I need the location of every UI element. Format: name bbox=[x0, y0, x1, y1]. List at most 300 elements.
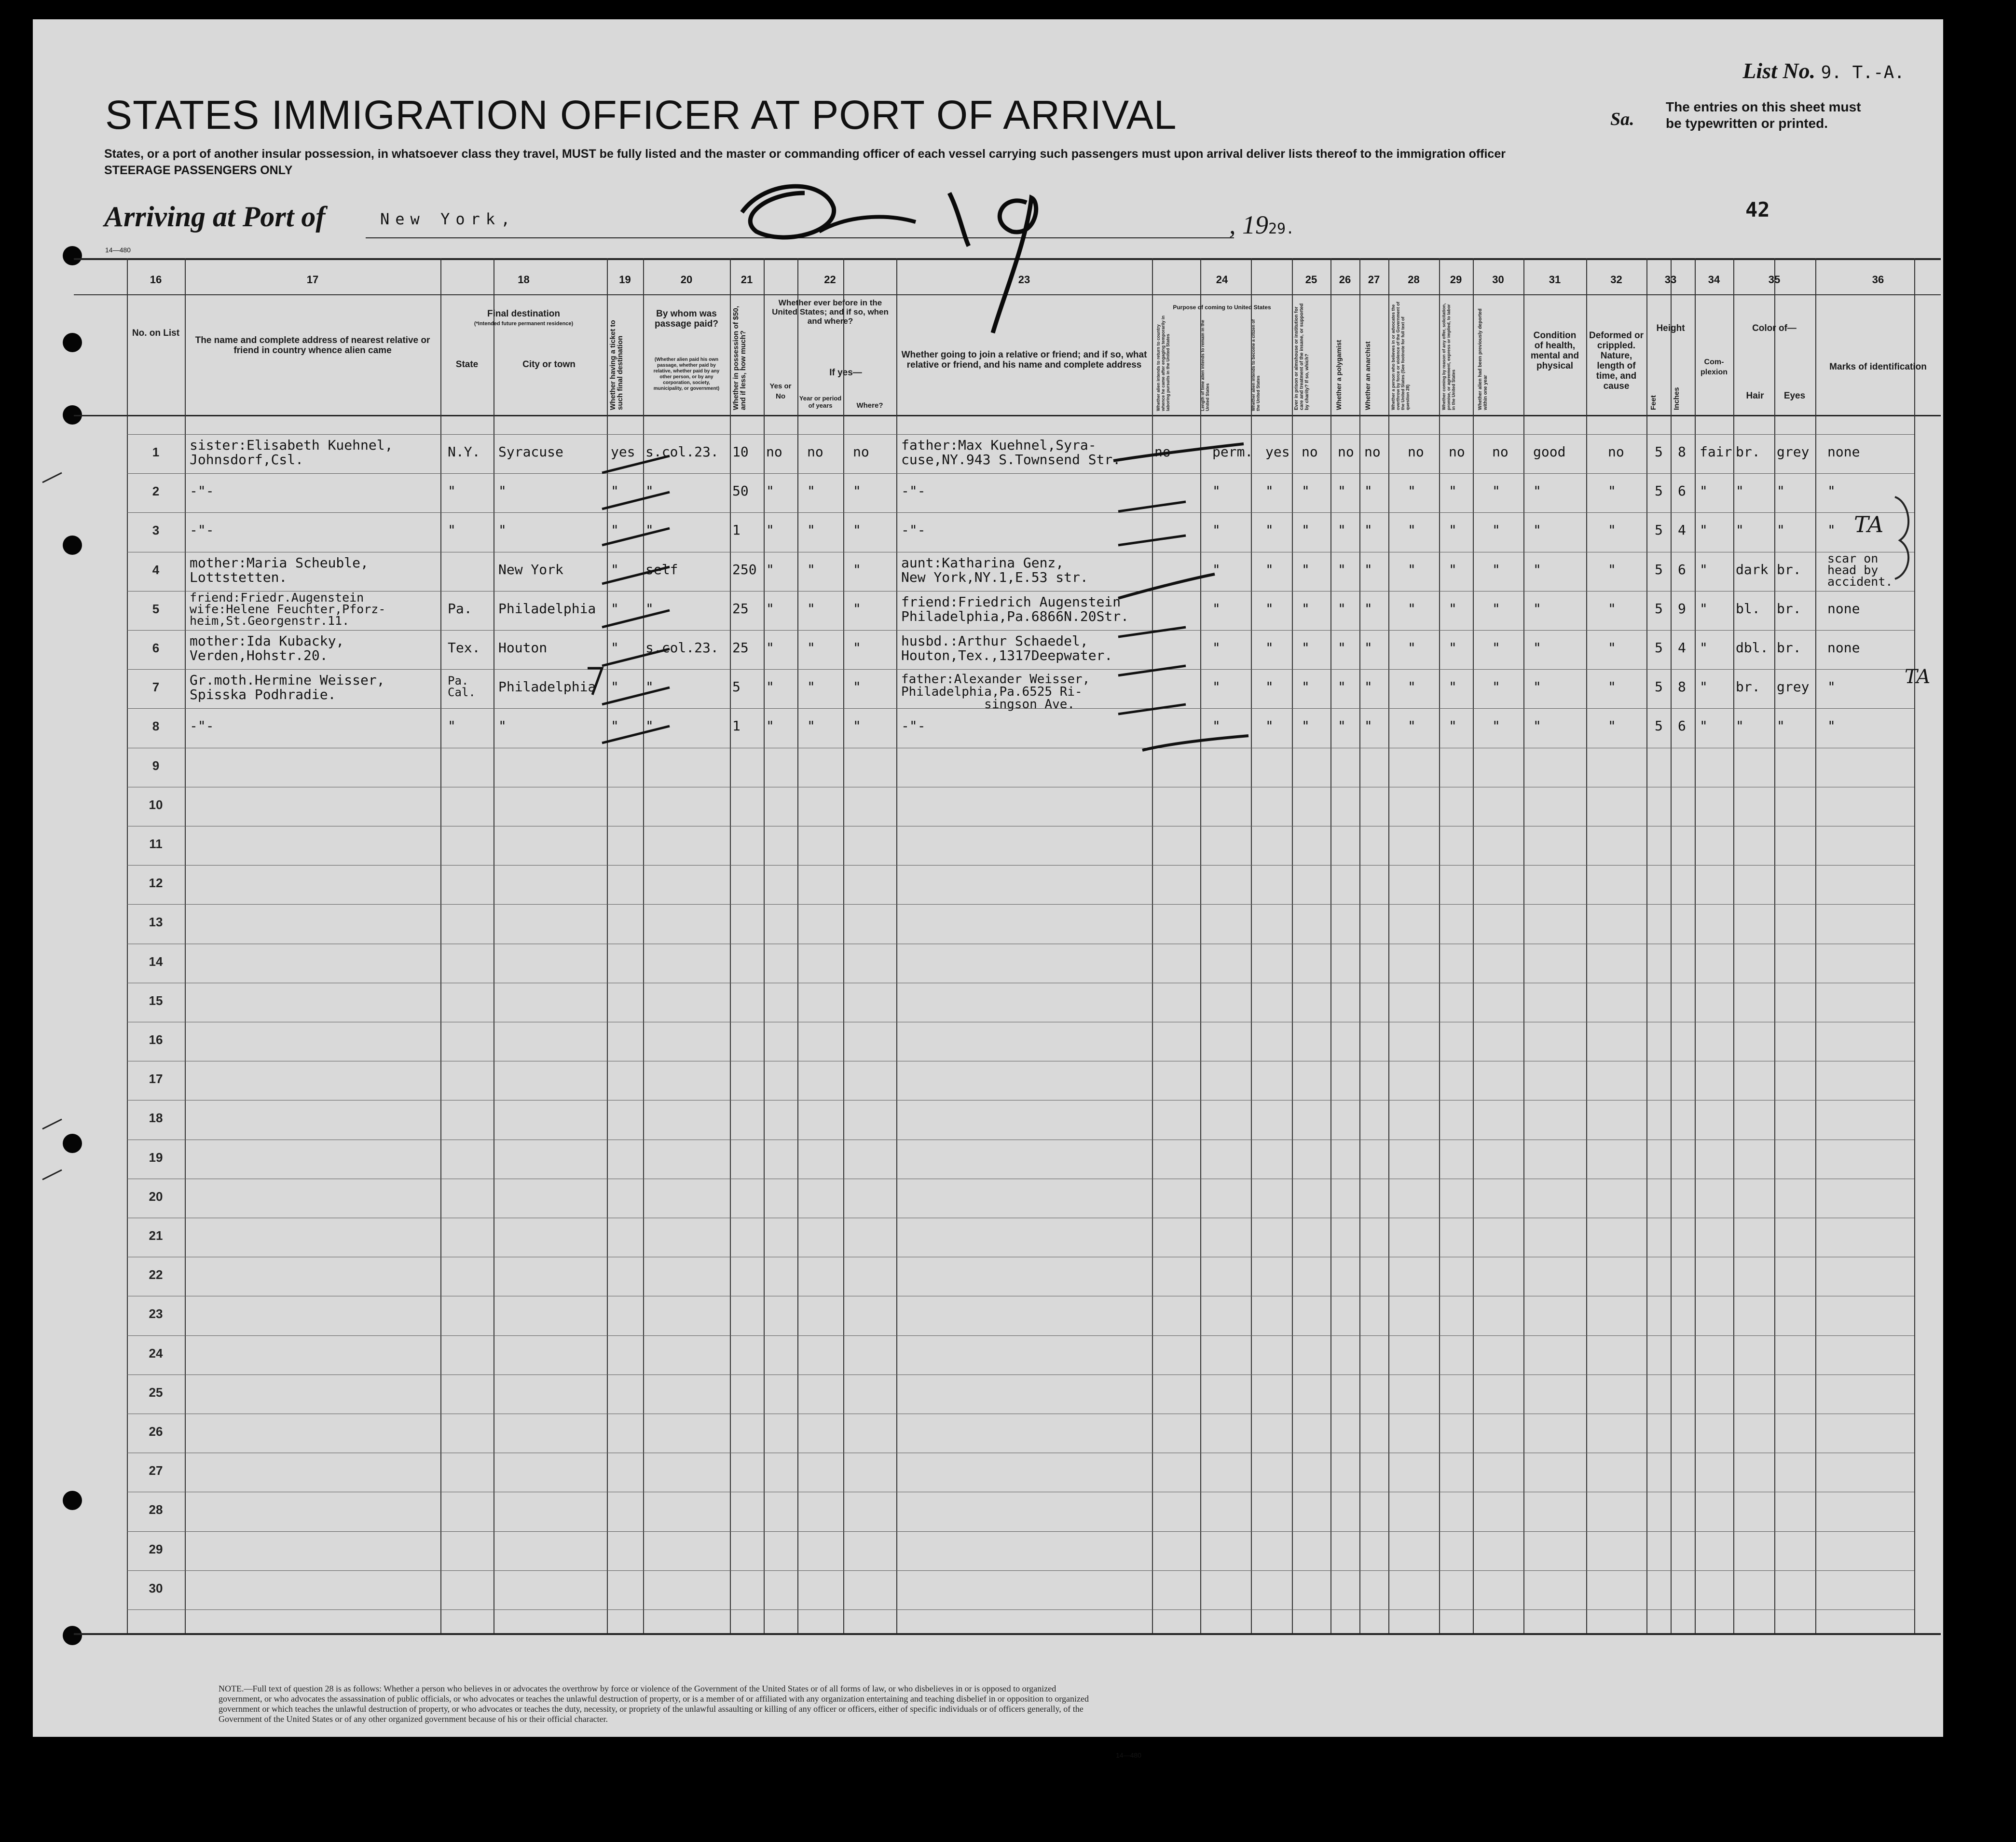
cell-paid-by: self bbox=[645, 562, 678, 577]
cell-before-us: " bbox=[766, 640, 774, 656]
arriving-port-label: Arriving at Port of bbox=[104, 201, 326, 233]
cell-polygamist: " bbox=[1338, 718, 1346, 734]
cell-feet: 5 bbox=[1655, 522, 1663, 538]
cell-before-us: " bbox=[766, 522, 774, 538]
cell-feet: 5 bbox=[1655, 679, 1663, 695]
cell-paid-by: " bbox=[645, 483, 654, 499]
cell-state: " bbox=[448, 718, 456, 734]
cell-state: Pa. bbox=[448, 601, 472, 617]
cell-hair: dbl. bbox=[1736, 640, 1769, 656]
cell-deformed: " bbox=[1608, 562, 1616, 577]
column-rule bbox=[843, 258, 844, 1633]
cell-length-of-stay: " bbox=[1212, 640, 1221, 656]
column-header-prison: Ever in prison or almshouse or institution for care and treatment of the insane, or supported by charity? If so, which? bbox=[1294, 303, 1310, 410]
row-number: 15 bbox=[149, 993, 163, 1008]
year-prefix: , 19 bbox=[1229, 210, 1268, 239]
cell-where: no bbox=[853, 444, 869, 460]
column-rule bbox=[730, 258, 731, 1633]
column-number: 24 bbox=[1216, 274, 1228, 286]
cell-complexion: fair bbox=[1700, 444, 1732, 460]
column-number: 32 bbox=[1610, 274, 1622, 286]
column-header-fifty-dollars: Whether in possession of $50, and if less, how much? bbox=[732, 306, 747, 410]
column-header-labor-offer: Whether coming by reason of any offer, solicitation, promise, or agreement, express or implied, to labor in the United States bbox=[1441, 303, 1456, 410]
cell-money: 50 bbox=[732, 483, 749, 499]
cell-eyes: " bbox=[1777, 522, 1785, 538]
port-underline bbox=[366, 237, 1234, 238]
column-header-color: Color of— bbox=[1752, 323, 1797, 333]
column-header-height: Height bbox=[1656, 323, 1685, 333]
column-header-complexion: Com-plexion bbox=[1700, 358, 1728, 376]
bracket-mark bbox=[1895, 497, 1908, 579]
handwritten-date-stroke bbox=[993, 198, 1036, 333]
column-header-deported: Whether alien had been previously deported within one year bbox=[1478, 308, 1488, 410]
form-mark-bottom: 14—480 bbox=[1116, 1751, 1141, 1759]
column-number: 21 bbox=[741, 274, 753, 286]
column-number: 28 bbox=[1408, 274, 1420, 286]
cell-state: N.Y. bbox=[448, 444, 480, 460]
cell-deformed: " bbox=[1608, 483, 1616, 499]
punch-hole bbox=[63, 1134, 82, 1153]
cell-relative: sister:Elisabeth Kuehnel, Johnsdorf,Csl. bbox=[190, 437, 393, 467]
row-rule bbox=[127, 1609, 1914, 1610]
cell-city: New York bbox=[498, 562, 563, 577]
cell-citizen: " bbox=[1265, 601, 1274, 617]
cell-joining: -"- bbox=[901, 522, 926, 538]
punch-hole bbox=[63, 1626, 82, 1645]
cell-complexion: " bbox=[1700, 718, 1708, 734]
punch-hole bbox=[63, 246, 82, 265]
column-rule bbox=[1439, 258, 1440, 1633]
margin-tick bbox=[42, 1170, 62, 1180]
cell-ticket: " bbox=[611, 640, 619, 656]
column-header-state: State bbox=[455, 359, 479, 370]
column-header-no-on-list: No. on List bbox=[132, 328, 180, 338]
cell-before-us: no bbox=[766, 444, 782, 460]
column-number: 29 bbox=[1450, 274, 1462, 286]
cell-complexion: " bbox=[1700, 562, 1708, 577]
column-rule bbox=[643, 258, 644, 1633]
cell-feet: 5 bbox=[1655, 601, 1663, 617]
cell-city: Syracuse bbox=[498, 444, 563, 460]
cell-deformed: " bbox=[1608, 640, 1616, 656]
cell-feet: 5 bbox=[1655, 640, 1663, 656]
cell-inches: 6 bbox=[1678, 562, 1686, 577]
cell-deported: " bbox=[1492, 718, 1500, 734]
cell-eyes: br. bbox=[1777, 640, 1801, 656]
cell-labor-offer: " bbox=[1449, 679, 1457, 695]
cell-paid-by: s.col.23. bbox=[645, 444, 719, 460]
column-number: 22 bbox=[824, 274, 836, 286]
column-rule bbox=[1251, 258, 1252, 1633]
cell-deported: no bbox=[1492, 444, 1509, 460]
cell-relative: -"- bbox=[190, 522, 214, 538]
cell-polygamist: " bbox=[1338, 522, 1346, 538]
cell-polygamist: " bbox=[1338, 562, 1346, 577]
cell-inches: 8 bbox=[1678, 444, 1686, 460]
cell-anarchist: " bbox=[1364, 640, 1372, 656]
cell-health: " bbox=[1533, 679, 1541, 695]
margin-tick bbox=[42, 473, 62, 482]
punch-hole bbox=[63, 333, 82, 352]
cell-anarchist: " bbox=[1364, 522, 1372, 538]
cell-before-us: " bbox=[766, 483, 774, 499]
cell-city: " bbox=[498, 718, 507, 734]
row-number: 10 bbox=[149, 797, 163, 812]
row-number: 18 bbox=[149, 1111, 163, 1125]
cell-overthrow: no bbox=[1408, 444, 1424, 460]
cell-joining: father:Alexander Weisser, Philadelphia,Pa.6525 Ri- singson Ave. bbox=[901, 672, 1090, 712]
column-rule bbox=[1473, 258, 1474, 1633]
cell-hair: dark bbox=[1736, 562, 1769, 577]
column-header-anarchist: Whether an anarchist bbox=[1364, 341, 1371, 410]
cell-feet: 5 bbox=[1655, 444, 1663, 460]
column-header-purpose: Purpose of coming to United States bbox=[1173, 304, 1271, 311]
row-number: 16 bbox=[149, 1032, 163, 1047]
cell-city: " bbox=[498, 483, 507, 499]
column-rule bbox=[1292, 258, 1293, 1633]
cell-length-of-stay: " bbox=[1212, 679, 1221, 695]
column-subheader-residence: (*Intended future permanent residence) bbox=[474, 321, 574, 327]
row-number: 4 bbox=[152, 563, 160, 577]
row-number: 25 bbox=[149, 1385, 163, 1400]
column-rule bbox=[1359, 258, 1360, 1633]
cell-complexion: " bbox=[1700, 601, 1708, 617]
cell-deported: " bbox=[1492, 679, 1500, 695]
cell-hair: " bbox=[1736, 483, 1744, 499]
cell-ticket: " bbox=[611, 522, 619, 538]
cell-hair: bl. bbox=[1736, 601, 1760, 617]
row-number: 22 bbox=[149, 1267, 163, 1282]
cell-feet: 5 bbox=[1655, 562, 1663, 577]
cell-deported: " bbox=[1492, 522, 1500, 538]
column-subheader-passage: (Whether alien paid his own passage, whether paid by relative, whether paid by any other person, or by any corporation, society, municipality, or government) bbox=[653, 357, 720, 391]
cell-polygamist: " bbox=[1338, 640, 1346, 656]
row-rule bbox=[127, 1531, 1914, 1532]
cell-purpose-return: no bbox=[1154, 444, 1171, 460]
column-header-ticket: Whether having a ticket to such final destination bbox=[609, 320, 624, 410]
cell-relative: -"- bbox=[190, 483, 214, 499]
cell-eyes: " bbox=[1777, 483, 1785, 499]
cell-ticket: " bbox=[611, 679, 619, 695]
column-rule bbox=[896, 258, 897, 1633]
column-number: 23 bbox=[1018, 274, 1030, 286]
column-header-joining-relative: Whether going to join a relative or friend; and if so, what relative or friend, and his name and complete address bbox=[901, 350, 1147, 370]
cell-deformed: " bbox=[1608, 718, 1616, 734]
handwritten-date-stroke bbox=[742, 186, 834, 237]
column-header-passage-paid: By whom was passage paid? bbox=[655, 309, 718, 329]
cell-where: " bbox=[853, 718, 861, 734]
row-number: 3 bbox=[152, 523, 160, 537]
cell-marks: scar on head by accident. bbox=[1827, 551, 1893, 589]
cell-state: Tex. bbox=[448, 640, 480, 656]
column-rule bbox=[1586, 258, 1587, 1633]
cell-anarchist: " bbox=[1364, 562, 1372, 577]
cell-paid-by: " bbox=[645, 601, 654, 617]
cell-hair: " bbox=[1736, 718, 1744, 734]
cell-labor-offer: no bbox=[1449, 444, 1465, 460]
list-number-label: List No. bbox=[1742, 58, 1816, 83]
footnote-question-28: NOTE.—Full text of question 28 is as follows: Whether a person who believes in or advocates the overthrow by force or violence of the Government of the United States or of all forms of law, or who disbelieves in or is opposed to organized government, or who advocates the assassination of public officials, or who advocates or teaches the unlawful destruction of property, or is a member of or affiliated with any organization entertaining and teaching disbelief in or opposition to organized government or which teaches the unlawful destruction of property, or who advocates or teaches the duty, necessity, or propriety of the unlawful assaulting or killing of any officer or officers, either of specific individuals or of officers generally, of the Government of the United States or of any other organized government because of his or their official character. bbox=[219, 1684, 1089, 1724]
column-header-final-destination: Final destination bbox=[487, 309, 560, 319]
cell-where: " bbox=[853, 640, 861, 656]
column-header-inches: Inches bbox=[1673, 387, 1681, 410]
cell-polygamist: " bbox=[1338, 679, 1346, 695]
column-rule bbox=[1914, 258, 1915, 1633]
form-mark-top: 14—480 bbox=[105, 246, 131, 254]
cell-length-of-stay: " bbox=[1212, 718, 1221, 734]
row-number: 20 bbox=[149, 1189, 163, 1204]
row-rule bbox=[127, 473, 1914, 474]
row-rule bbox=[127, 1335, 1914, 1336]
cell-overthrow: " bbox=[1408, 483, 1416, 499]
cell-overthrow: " bbox=[1408, 718, 1416, 734]
cell-marks: " bbox=[1827, 522, 1836, 538]
cell-years: " bbox=[807, 601, 815, 617]
cell-money: 25 bbox=[732, 601, 749, 617]
column-number: 31 bbox=[1549, 274, 1561, 286]
cell-before-us: " bbox=[766, 718, 774, 734]
sa-label: Sa. bbox=[1610, 109, 1634, 129]
column-rule bbox=[1671, 258, 1672, 1633]
cell-state: " bbox=[448, 522, 456, 538]
cell-prison: " bbox=[1302, 483, 1310, 499]
row-number: 26 bbox=[149, 1424, 163, 1439]
column-rule bbox=[1815, 258, 1816, 1633]
cell-inches: 6 bbox=[1678, 483, 1686, 499]
cell-ticket: yes bbox=[611, 444, 635, 460]
cell-prison: " bbox=[1302, 562, 1310, 577]
cell-anarchist: " bbox=[1364, 679, 1372, 695]
column-header-health: Condition of health, mental and physical bbox=[1530, 330, 1579, 371]
list-number bbox=[1742, 58, 1905, 83]
cell-labor-offer: " bbox=[1449, 522, 1457, 538]
cell-relative: friend:Friedr.Augenstein wife:Helene Feuchter,Pforz- heim,St.Georgenstr.11. bbox=[190, 591, 386, 628]
cell-health: " bbox=[1533, 562, 1541, 577]
cell-prison: no bbox=[1302, 444, 1318, 460]
column-number: 34 bbox=[1708, 274, 1720, 286]
row-rule bbox=[127, 512, 1914, 513]
cell-where: " bbox=[853, 679, 861, 695]
cell-ticket: " bbox=[611, 562, 619, 577]
column-rule bbox=[440, 258, 441, 1633]
margin-tick bbox=[42, 1119, 62, 1129]
cell-inches: 4 bbox=[1678, 522, 1686, 538]
column-number: 36 bbox=[1872, 274, 1884, 286]
cell-health: " bbox=[1533, 718, 1541, 734]
cell-hair: br. bbox=[1736, 444, 1760, 460]
arrival-year bbox=[1229, 210, 1294, 240]
cell-length-of-stay: " bbox=[1212, 483, 1221, 499]
cell-ticket: " bbox=[611, 601, 619, 617]
cell-before-us: " bbox=[766, 562, 774, 577]
cell-labor-offer: " bbox=[1449, 562, 1457, 577]
row-number: 12 bbox=[149, 876, 163, 890]
cell-overthrow: " bbox=[1408, 679, 1416, 695]
column-rule bbox=[1646, 258, 1647, 1633]
cell-years: " bbox=[807, 679, 815, 695]
row-rule bbox=[127, 865, 1914, 866]
cell-polygamist: no bbox=[1338, 444, 1354, 460]
column-header-purpose-return: Whether alien intends to return to country whence he came after engaging temporarily in laboring pursuits in the United States bbox=[1156, 315, 1170, 411]
cell-money: 1 bbox=[732, 522, 741, 538]
cell-anarchist: " bbox=[1364, 483, 1372, 499]
cell-complexion: " bbox=[1700, 483, 1708, 499]
cell-joining: friend:Friedrich Augenstein Philadelphia,Pa.6866N.20Str. bbox=[901, 594, 1129, 624]
year-value: 29. bbox=[1268, 220, 1295, 237]
row-rule bbox=[127, 1570, 1914, 1571]
cell-eyes: grey bbox=[1777, 679, 1810, 695]
cell-prison: " bbox=[1302, 640, 1310, 656]
cell-money: 1 bbox=[732, 718, 741, 734]
manifest-sheet bbox=[33, 19, 1943, 1759]
cell-health: " bbox=[1533, 522, 1541, 538]
column-header-polygamist: Whether a polygamist bbox=[1335, 340, 1343, 410]
cell-marks: none bbox=[1827, 444, 1860, 460]
row-number: 21 bbox=[149, 1228, 163, 1243]
cell-paid-by: s.col.23. bbox=[645, 640, 719, 656]
cell-marks: " bbox=[1827, 483, 1836, 499]
cell-before-us: " bbox=[766, 679, 774, 695]
cell-prison: " bbox=[1302, 522, 1310, 538]
row-number: 7 bbox=[152, 680, 160, 694]
cell-eyes: grey bbox=[1777, 444, 1810, 460]
cell-deformed: " bbox=[1608, 601, 1616, 617]
cell-paid-by: " bbox=[645, 679, 654, 695]
row-rule bbox=[127, 669, 1914, 670]
cell-deformed: " bbox=[1608, 522, 1616, 538]
row-number: 30 bbox=[149, 1581, 163, 1595]
handwritten-date-stroke bbox=[819, 217, 916, 232]
column-header-yes-no: Yes or No bbox=[769, 382, 792, 400]
row-number: 19 bbox=[149, 1150, 163, 1165]
row-number: 6 bbox=[152, 641, 160, 655]
cell-relative: Gr.moth.Hermine Weisser, Spisska Podhradie. bbox=[190, 672, 385, 702]
cell-where: " bbox=[853, 601, 861, 617]
row-number: 8 bbox=[152, 719, 160, 733]
column-rule bbox=[1695, 258, 1696, 1633]
column-rule bbox=[797, 258, 798, 1633]
cell-polygamist: " bbox=[1338, 601, 1346, 617]
cell-health: good bbox=[1533, 444, 1566, 460]
column-rule bbox=[1523, 258, 1524, 1633]
cell-joining: father:Max Kuehnel,Syra- cuse,NY.943 S.Townsend Str. bbox=[901, 437, 1121, 467]
cell-years: " bbox=[807, 718, 815, 734]
cell-paid-by: " bbox=[645, 522, 654, 538]
cell-years: " bbox=[807, 522, 815, 538]
cell-state: Pa. Cal. bbox=[448, 674, 476, 699]
column-header-where: Where? bbox=[856, 401, 883, 410]
row-number: 1 bbox=[152, 445, 160, 459]
cell-deported: " bbox=[1492, 640, 1500, 656]
column-rule bbox=[607, 258, 608, 1633]
cell-overthrow: " bbox=[1408, 640, 1416, 656]
cell-state: " bbox=[448, 483, 456, 499]
table-header-divider bbox=[74, 294, 1941, 295]
cell-prison: " bbox=[1302, 679, 1310, 695]
column-header-if-yes: If yes— bbox=[829, 368, 862, 378]
cell-length-of-stay: " bbox=[1212, 522, 1221, 538]
cell-feet: 5 bbox=[1655, 718, 1663, 734]
table-header-bottom bbox=[74, 415, 1941, 416]
cell-deformed: no bbox=[1608, 444, 1624, 460]
row-number: 13 bbox=[149, 915, 163, 929]
cell-labor-offer: " bbox=[1449, 640, 1457, 656]
cell-complexion: " bbox=[1700, 522, 1708, 538]
cell-anarchist: " bbox=[1364, 601, 1372, 617]
cell-length-of-stay: " bbox=[1212, 601, 1221, 617]
table-top-border bbox=[74, 258, 1941, 260]
row-number: 11 bbox=[149, 837, 163, 851]
column-header-eyes: Eyes bbox=[1783, 391, 1806, 401]
cell-inches: 8 bbox=[1678, 679, 1686, 695]
cell-where: " bbox=[853, 483, 861, 499]
column-number: 35 bbox=[1768, 274, 1781, 286]
cell-city: Philadelphia bbox=[498, 679, 596, 695]
column-number: 20 bbox=[680, 274, 693, 286]
cell-complexion: " bbox=[1700, 640, 1708, 656]
cell-marks: " bbox=[1827, 718, 1836, 734]
column-header-overthrow: Whether a person who believes in or advocates the overthrow by force or violence of the Government of the United States (See footnote for full text of question 28) bbox=[1391, 302, 1410, 410]
cell-prison: " bbox=[1302, 601, 1310, 617]
cell-deported: " bbox=[1492, 483, 1500, 499]
cell-feet: 5 bbox=[1655, 483, 1663, 499]
cell-overthrow: " bbox=[1408, 562, 1416, 577]
cell-prison: " bbox=[1302, 718, 1310, 734]
column-rule bbox=[1774, 258, 1775, 1633]
cell-where: " bbox=[853, 562, 861, 577]
cell-citizen: " bbox=[1265, 522, 1274, 538]
cell-where: " bbox=[853, 522, 861, 538]
cell-before-us: " bbox=[766, 601, 774, 617]
table-bottom-border bbox=[74, 1633, 1941, 1635]
cell-health: " bbox=[1533, 601, 1541, 617]
row-number: 5 bbox=[152, 602, 160, 616]
cell-city: " bbox=[498, 522, 507, 538]
column-header-marks: Marks of identification bbox=[1829, 362, 1927, 372]
cell-years: no bbox=[807, 444, 823, 460]
column-header-hair: Hair bbox=[1746, 391, 1764, 401]
column-header-years: Year or period of years bbox=[799, 395, 842, 409]
row-rule bbox=[127, 904, 1914, 905]
column-header-length-of-stay: Length of time alien intends to remain in the United States bbox=[1200, 319, 1210, 411]
cell-eyes: br. bbox=[1777, 562, 1801, 577]
cell-citizen: " bbox=[1265, 718, 1274, 734]
row-number: 14 bbox=[149, 954, 163, 969]
row-number: 29 bbox=[149, 1542, 163, 1556]
cell-years: " bbox=[807, 562, 815, 577]
cell-joining: husbd.:Arthur Schaedel, Houton,Tex.,1317Deepwater. bbox=[901, 633, 1113, 663]
cell-inches: 9 bbox=[1678, 601, 1686, 617]
punch-hole bbox=[63, 1491, 82, 1510]
cell-citizen: " bbox=[1265, 640, 1274, 656]
cell-joining: aunt:Katharina Genz, New York,NY.1,E.53 str. bbox=[901, 555, 1088, 585]
page-number: 42 bbox=[1745, 198, 1770, 221]
cell-citizen: " bbox=[1265, 562, 1274, 577]
row-number: 23 bbox=[149, 1306, 163, 1321]
cell-hair: " bbox=[1736, 522, 1744, 538]
cell-paid-by: " bbox=[645, 718, 654, 734]
cell-city: Philadelphia bbox=[498, 601, 596, 617]
cell-length-of-stay: perm. bbox=[1212, 444, 1253, 460]
cell-labor-offer: " bbox=[1449, 601, 1457, 617]
cell-citizen: " bbox=[1265, 679, 1274, 695]
cell-marks: " bbox=[1827, 679, 1836, 695]
column-header-deformed: Deformed or crippled. Nature, length of time, and cause bbox=[1589, 330, 1644, 391]
form-title: STATES IMMIGRATION OFFICER AT PORT OF ARRIVAL bbox=[105, 92, 1177, 137]
cell-hair: br. bbox=[1736, 679, 1760, 695]
cell-inches: 4 bbox=[1678, 640, 1686, 656]
cell-deported: " bbox=[1492, 562, 1500, 577]
